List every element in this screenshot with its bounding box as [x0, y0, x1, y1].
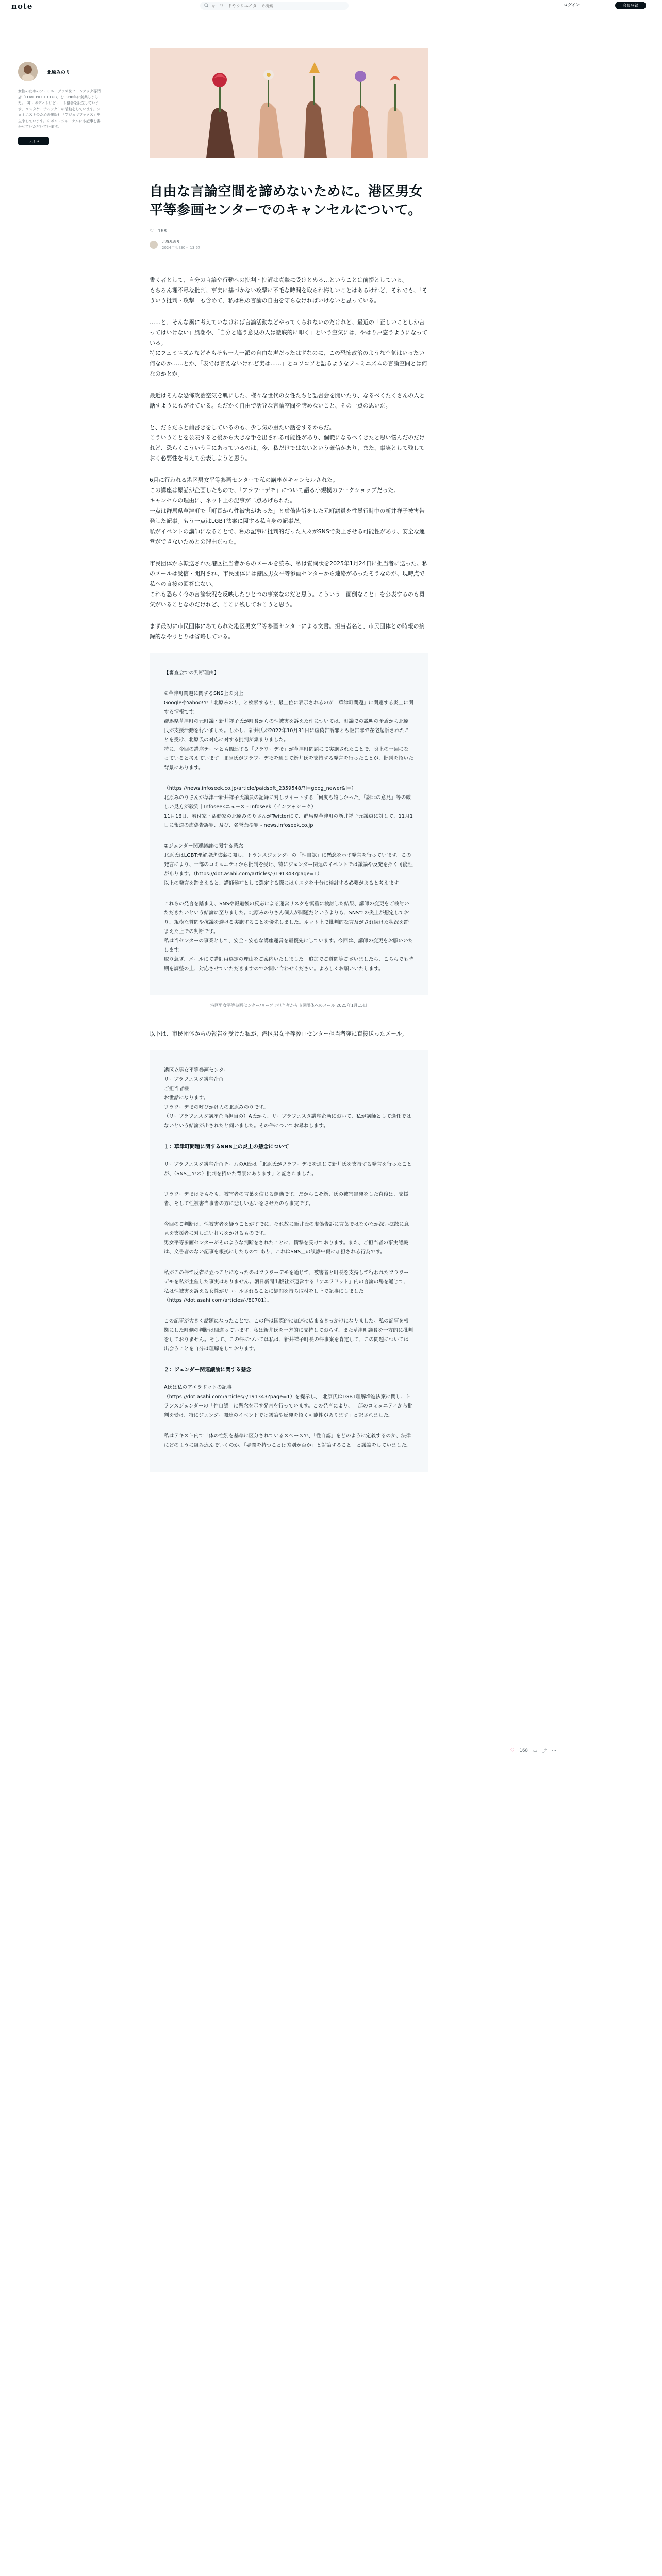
more-icon[interactable]: ⋯: [552, 1748, 556, 1753]
follow-button[interactable]: [18, 137, 49, 145]
quote-paragraph: これらの発言を踏まえ、SNSや報道後の反応による運営リスクを慎重に検討した結果、講師の変更をご検討いただきたいという結論に至りました。北原みのりさん個人が問題だというよりも、SNSでの炎上が想定しており、規模な質問や抗議を避ける実施することを優先しました。ネット上で批判的な言及がされ続けた状況を踏まえた上での判断です。 私は当センターの事業として、安全・安心な講座運営を最優先にしています。今回は、講師の変更をお願いいたします。 取り急ぎ、メールにて講師再選定の理由をご案内いたしました。追加でご質問等ございましたら、こちらでも時期を調整の上、対応させていただきますのでお問い合わせください。よろしくお願いいたします。: [164, 901, 414, 972]
quote-paragraph: 【審査会での判断理由】: [164, 670, 219, 676]
quote-paragraph: ②ジェンダー関連議論に関する懸念 北原氏はLGBT理解増進法案に関し、トランスジェンダーの「性自認」に懸念を示す発言を行っています。この発言により、一部のコミュニティから批判を受け、特にジェンダー関連のイベントでは議論や反発を招く可能性があります。（https://dot.asahi.com/articles/-/191343?page=1） 以上の発言を踏まえると、講師候補として選定する際にはリスクを十分に検討する必要があると考えます。: [164, 843, 413, 886]
search-icon: [204, 3, 209, 8]
like-row: [150, 229, 428, 234]
like-count: 168: [519, 1748, 528, 1753]
publish-date: 2024年4月30日 13:57: [162, 246, 201, 250]
search-box[interactable]: [200, 2, 349, 10]
author-bio: 女性のためのフェミニーデッズ＆フェムテック専門店「LOVE PIECE CLUB」を1996年に創業しました。「神・ボディトリビュート協会を設立しています」コスタケーテムアクトの活動をしています。フェミニストのための出版社「アジュマブックス」を主宰しています。リボン・ジャーナルにも記事を書かせていただいています。: [18, 89, 101, 129]
byline-avatar[interactable]: [150, 241, 158, 249]
paragraph: 最近はそんな恐怖政治空気を肌にした、様々な世代の女性たちと語書会を開いたり、なるべくたくさんの人と話すようにもがけている。ただかく自由で活発な言論空間を諦めないこと、その一点の思いだ。: [150, 392, 425, 409]
paragraph: 市民団体から転送された港区担当者からのメールを読み、私は質問状を2025年1月24日に担当者に送った。私のメールは受信・開封され、市民団体には港区男女平等参画センターから連絡があったそうなのが、現時点で私への直接の回答はない。 これも恐らく今の言論状況を反映したひとつの事案なのだと思う。こういう「面倒なこと」を公表するのも勇気がいることなのだけれど、ここに残しておこうと思う。: [150, 560, 428, 608]
quote-block-center-email: [150, 653, 428, 995]
quote-paragraph: （https://news.infoseek.co.jp/article/paidsoft_2359548/?l=goog_newer&l=） 北原みのりさんが草津一新井祥子氏議員の記録に対しツイートする「何度も嬉しかった」「謝罪の意見」等の厳しい見方が殺到｜Infoseekニュース - Infoseek（インフォシーク） 11月16日、着付家・活動家の北原みのりさんがTwitterにて、群馬県草津町の新井祥子元議員に対して、11月1日に報道の虚偽告訴罪、及び、名誉棄損罪 - news.infoseek.co.jp: [164, 786, 413, 828]
paragraph: 書く者として、自分の言論や行動への批判・批評は真摯に受けとめる…ということは前提としている。 もちろん理不尽な批判、事実に基づかない攻撃に不毛な時間を取られ悔しいことはあるけれど、それでも、「そういう批判・攻撃」も含めて、私は私の言論の自由を守らなければいけないと思っている。: [150, 277, 428, 304]
quote-block-my-email: [150, 1050, 428, 1472]
quote-caption: 港区男女平等参画センター/リーブラ担当者から市民団体へのメール 2025年1月15日: [210, 1003, 367, 1008]
heart-icon[interactable]: ♡: [510, 1748, 515, 1753]
quote-heading: ２：ジェンダー関連議論に関する懸念: [164, 1367, 252, 1373]
quote-paragraph: この記事が大きく話題になったことで、この件は国際的に加速に広まるきっかけになりました。私の記事を根拠にした町側の判断は間違っています。私は新井氏を一方的に支持しておらず、また草津町議長を一方的に批判をしておりません。そして、この件については私は、新井祥子町長の件事案を肯定して、この問題については出会うことを自分は理解をしております。: [164, 1318, 413, 1352]
header-image: [150, 48, 428, 158]
article-body: [150, 275, 428, 1472]
quote-paragraph: ②草津町問題に関するSNS上の炎上 GoogleやYahoo!で「北原みのり」と検索すると、最上位に表示されるのが「草津町問題」に関連する炎上に関する情報です。 群馬県草津町の元町議・新井祥子氏が町長からの性被害を訴えた件については、町議での説明の矛盾から北原氏が支援活動を行いました。しかし、新井氏が2022年10月31日に虚偽告訴罪とも誣告罪で在宅起訴されたことを受け、北原氏の対応に対する批判が集まりました。 特に、今回の講座テーマとも関連する「フラワーデモ」が草津町問題にて実施されたことで、炎上の一因になっていると考えています。北原氏がフラワーデモを通じて新井氏を支持する発言を行ったことが、批判を招いた背景にあります。: [164, 691, 413, 771]
paragraph: と、だらだらと前書きをしているのも、少し気の重たい話をするからだ。 こういうことを公表すると後から大きな手を出される可能性があり、個範になるべくきたと思い悩んだのだけれど、恐らくこういう目にあっているのは、今、私だけではないという確信があり、また、事実として残しておく必要性を考えて公表しようと思う。: [150, 424, 425, 462]
follow-icon: ＋: [23, 138, 27, 143]
article: [150, 48, 428, 1482]
byline: [150, 239, 428, 250]
quote-paragraph: フラワーデモはそもそも、被害者の言葉を信じる運動です。だからこそ新井氏の被害告発をした直後は、支援者、そして性被害当事者の方に悲しい思いをさせたのも事実です。: [164, 1192, 409, 1207]
quote-paragraph: 今回のご判断は、性被害者を疑うことがすでに、それ故に新井氏の虚偽告訴に言葉ではなかなか深い拡散に意見を支援者に対し追い打ちをかけるものです。 男女平等参画センターがそのような判断をされたことに、衝撃を受けております。また、ご担当者の事実認識は、文書者のない記事を根拠にしたもので あり、これはSNS上の誤謬中傷に加担される行為です。: [164, 1222, 409, 1255]
quote-heading: １：草津町問題に関するSNS上の炎上の懸念について: [164, 1144, 289, 1150]
paragraph: まず最初に市民団体にあてられた港区男女平等参画センターによる文書。担当者名と、市民団体との時報の摘録的なやりとりは省略している。: [150, 623, 425, 640]
author-sidebar: [18, 62, 101, 145]
raised-hands-illustration: [150, 48, 428, 158]
like-count: 168: [158, 229, 167, 234]
author-name[interactable]: 北原みのり: [47, 70, 71, 75]
note-logo[interactable]: note: [11, 2, 33, 11]
avatar[interactable]: [18, 62, 38, 81]
login-link[interactable]: ログイン: [564, 3, 580, 7]
quote-paragraph: 私はテキスト内で「体の性別を基準に区分されているスペースで、「性自認」をどのように定義するのか、法律にどのように組み込んでいくのか、「疑問を持つことは差別か否か」と討論すること」と議論をしていました。: [164, 1433, 411, 1448]
article-title: 自由な言論空間を諦めないために。港区男女平等参画センターでのキャンセルについて。: [150, 184, 423, 218]
search-input[interactable]: [211, 2, 340, 9]
quote-paragraph: 私がこの件で反省に立つことになったのはフラワーデモを通じて、被害者と町長を支持して行われたフラワーデモを私が主催した事実はありません。朝日新聞出版社が運営する「アエラドット」内の言論の場を通じて、私は性被害を訴える女性がリコールされることに疑問を持ち取材をし上で記事にしました（https://dot.asahi.com/articles/-/80701）。: [164, 1270, 409, 1303]
floating-actions: [510, 1748, 556, 1754]
quote-paragraph: 港区立男女平等参画センター リーブラフェスタ講座企画 ご担当者様 お世話になります。 フラワーデモの呼びかけ人の北原みのりです。 （リーブラフェスタ講座企画担当の）A氏から、リーブラフェスタ講座企画において、私が講師として適任ではないという結論が出されたと伺いました。その件についてお尋ねします。: [164, 1067, 411, 1129]
heart-icon[interactable]: ♡: [150, 229, 154, 234]
avatar-image: [18, 62, 38, 81]
share-icon[interactable]: ⤴: [542, 1749, 547, 1754]
quote-paragraph: リーブラフェスタ講座企画チームのA氏は「北原氏がフラワーデモを通じて新井氏を支持する発言を行ったことが、（SNS上での）批判を招いた背景にあります」と記されました。: [164, 1162, 412, 1177]
signup-button[interactable]: 会員登録: [615, 2, 646, 9]
paragraph: 6月に行われる港区男女平等参画センターで私の講座がキャンセルされた。 この講座は原話が企画したもので、「フラワーデモ」について語る小規模のワークショップだった。 キャンセルの理由に、ネット上の記事が二点あげられた。 一点は群馬県草津町で「町長から性被害があった」と虚偽告訴をした元町議員を性暴行時中の新井祥子被害告発した記事。もう一点はLGBT法案に関する私自身の記事だ。 私がイベントの講師になることで、私の記事に批判的だった人々がSNSで炎上させる可能性があり、安全な運営ができないためとの理由だった。: [150, 477, 425, 545]
byline-author[interactable]: 北原みのり: [162, 240, 180, 244]
comment-icon[interactable]: ▭: [533, 1748, 537, 1753]
paragraph: 以下は、市民団体からの報告を受けた私が、港区男女平等参画センター担当者宛に直接送ったメール。: [150, 1030, 407, 1037]
quote-paragraph: A氏は私のアエラドットの記事 （https://dot.asahi.com/articles/-/191343?page=1）を提示し、「北原氏はLGBT理解増進法案に関し、トランスジェンダーの「性自認」に懸念を示す発言を行っています。この発言により、一部のコミュニティから批判を受け、特にジェンダー関連のイベントでは議論や反発を招く可能性があります」と記されました。: [164, 1385, 413, 1418]
top-bar: [0, 0, 662, 11]
paragraph: ……と、そんな風に考えていなければ言論活動などやってくられないのだけれど、最近の「正しいことしか言ってはいけない」風潮や、「自分と違う意見の人は徹底的に叩く」という空気には、やはり戸惑うようになっている。 特にフェミニズムなどそもそも一人一派の自由な声だったはずなのに、この恐怖政治のような空気はいったい何なのか……とか、「表では言えないけれど実は……」とコソコソと語るようなフェミニズムの言論空間とは何なのかとか。: [150, 319, 428, 377]
follow-label: フォロー: [28, 138, 44, 143]
